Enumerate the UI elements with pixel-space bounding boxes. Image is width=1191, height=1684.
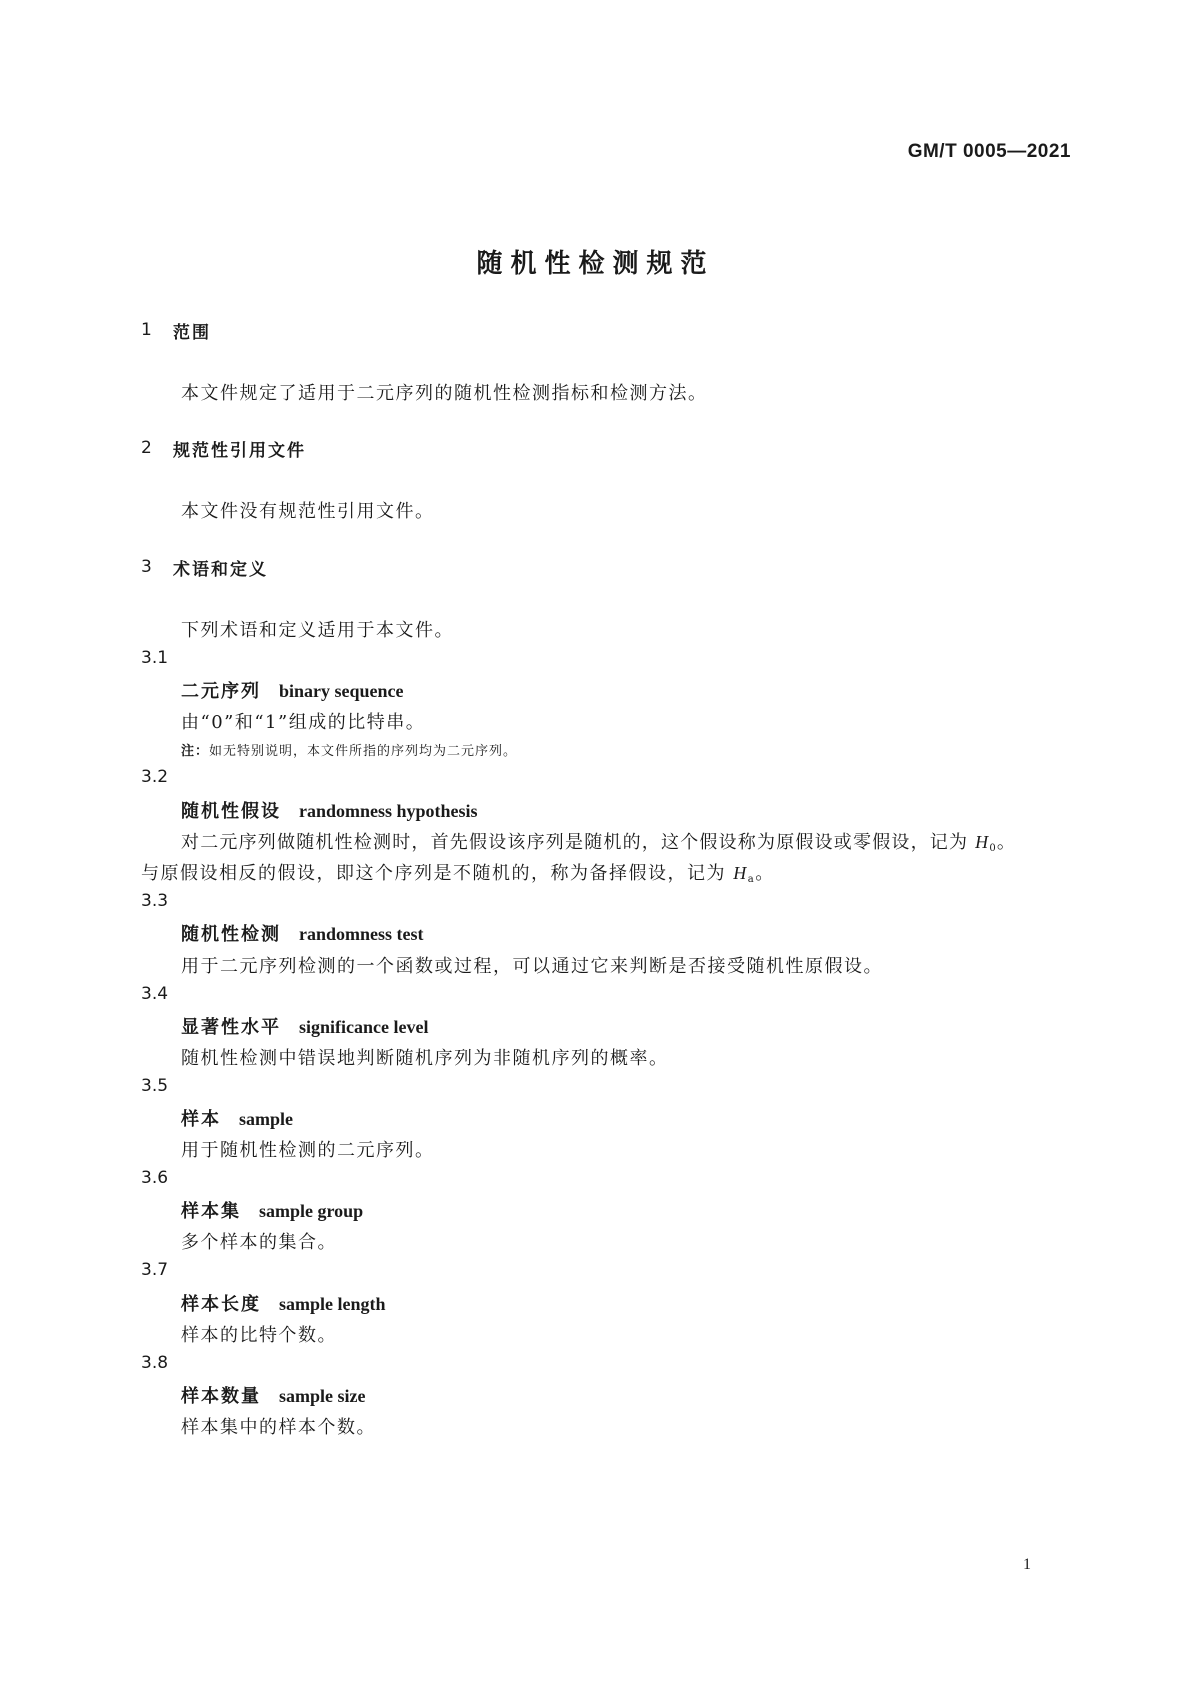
ha-symbol: H (733, 863, 748, 883)
term-note (181, 740, 517, 759)
section-title: 范围 (173, 323, 211, 343)
term-en: randomness hypothesis (299, 801, 478, 821)
section-paragraph: 本文件没有规范性引用文件。 (181, 501, 435, 522)
term-heading (181, 1382, 365, 1408)
term-zh: 样本 (181, 1109, 221, 1130)
term-heading (181, 797, 478, 823)
note-text: 如无特别说明，本文件所指的序列均为二元序列。 (209, 744, 518, 759)
term-definition-continued (141, 859, 775, 885)
note-label: 注： (181, 744, 210, 759)
term-definition: 随机性检测中错误地判断随机序列为非随机序列的概率。 (181, 1048, 669, 1069)
term-number: 3.4 (141, 984, 169, 1004)
term-number: 3.7 (141, 1260, 169, 1280)
definition-line-1: 对二元序列做随机性检测时，首先假设该序列是随机的，这个假设称为原假设或零假设，记为 (181, 832, 976, 853)
term-number: 3.2 (141, 767, 169, 787)
period: 。 (755, 863, 775, 884)
term-number: 3.3 (141, 891, 169, 911)
section-number: 3 (141, 557, 152, 577)
section-number: 1 (141, 320, 152, 340)
h0-symbol: H (975, 832, 990, 852)
term-definition (181, 828, 1016, 854)
term-en: sample group (259, 1201, 364, 1221)
standard-code: GM/T 0005—2021 (907, 141, 1071, 162)
definition-line-2: 与原假设相反的假设，即这个序列是不随机的，称为备择假设，记为 (141, 863, 734, 884)
section-paragraph: 下列术语和定义适用于本文件。 (181, 620, 454, 641)
page-number: 1 (1023, 1556, 1031, 1573)
term-en: significance level (299, 1017, 429, 1037)
term-definition: 由“0”和“1”组成的比特串。 (181, 712, 426, 733)
term-heading (181, 1197, 363, 1223)
term-en: binary sequence (279, 681, 404, 701)
term-zh: 样本长度 (181, 1294, 261, 1315)
term-zh: 样本集 (181, 1201, 241, 1222)
document-title: 随机性检测规范 (476, 249, 715, 279)
term-zh: 样本数量 (181, 1386, 261, 1407)
term-en: sample length (279, 1294, 386, 1314)
section-number: 2 (141, 438, 152, 458)
term-heading (181, 677, 404, 703)
term-zh: 随机性检测 (181, 924, 281, 945)
term-heading (181, 1013, 428, 1039)
term-number: 3.5 (141, 1076, 169, 1096)
ha-subscript: a (747, 874, 756, 885)
period: 。 (996, 832, 1017, 853)
term-heading (181, 1105, 293, 1131)
term-zh: 随机性假设 (181, 801, 281, 822)
h0-subscript: 0 (989, 843, 997, 854)
term-zh: 显著性水平 (181, 1017, 281, 1038)
term-definition: 用于二元序列检测的一个函数或过程，可以通过它来判断是否接受随机性原假设。 (181, 956, 883, 977)
term-definition: 样本的比特个数。 (181, 1325, 337, 1346)
section-paragraph: 本文件规定了适用于二元序列的随机性检测指标和检测方法。 (181, 383, 708, 404)
term-definition: 多个样本的集合。 (181, 1232, 337, 1253)
term-heading (181, 1290, 386, 1316)
term-en: randomness test (299, 924, 424, 944)
term-zh: 二元序列 (181, 681, 261, 702)
term-heading (181, 920, 424, 946)
section-title: 术语和定义 (173, 560, 268, 580)
term-definition: 用于随机性检测的二元序列。 (181, 1140, 435, 1161)
term-definition: 样本集中的样本个数。 (181, 1417, 376, 1438)
term-en: sample (239, 1109, 293, 1129)
term-number: 3.1 (141, 648, 169, 668)
term-en: sample size (279, 1386, 366, 1406)
term-number: 3.6 (141, 1168, 169, 1188)
term-number: 3.8 (141, 1353, 169, 1373)
section-title: 规范性引用文件 (173, 441, 306, 461)
